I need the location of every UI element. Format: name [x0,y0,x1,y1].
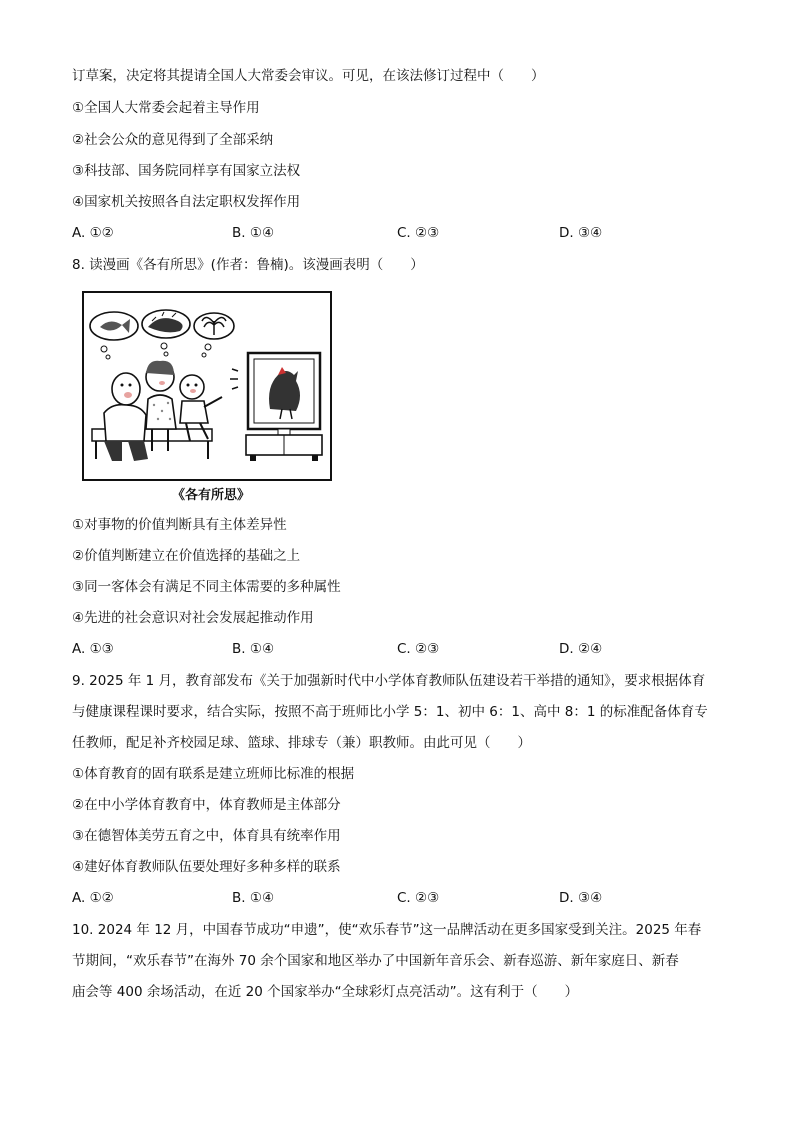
q10-stem-line-2: 节期间，“欢乐春节”在海外 70 余个国家和地区举办了中国新年音乐会、新春巡游、新年家庭日、新春 [72,953,679,969]
q9-option-a[interactable]: A. ①② [72,890,114,906]
q8-stem: 8. 读漫画《各有所思》(作者：鲁楠)。该漫画表明（ ） [72,257,424,273]
q9-option-d[interactable]: D. ③④ [559,890,603,906]
q7-option-c[interactable]: C. ②③ [397,225,440,241]
q7-statement-4: ④国家机关按照各自法定职权发挥作用 [72,194,301,210]
q9-statement-3: ③在德智体美劳五育之中，体育具有统率作用 [72,828,341,844]
q7-option-d[interactable]: D. ③④ [559,225,603,241]
q8-statement-2: ②价值判断建立在价值选择的基础之上 [72,548,301,564]
q7-statement-1: ①全国人大常委会起着主导作用 [72,100,260,116]
q8-statement-4: ④先进的社会意识对社会发展起推动作用 [72,610,314,626]
q9-stem-line-2: 与健康课程课时要求，结合实际，按照不高于班师比小学 5：1、初中 6：1、高中 8：1 的标准配备体育专 [72,704,708,720]
q10-stem-line-1: 10. 2024 年 12 月，中国春节成功“申遗”，使“欢乐春节”这一品牌活动在更多国家受到关注。2025 年春 [72,922,702,938]
q9-statement-1: ①体育教育的固有联系是建立班师比标准的根据 [72,766,355,782]
q9-stem-line-1: 9. 2025 年 1 月，教育部发布《关于加强新时代中小学体育教师队伍建设若干举措的通知》，要求根据体育 [72,673,706,689]
q7-option-b[interactable]: B. ①④ [232,225,275,241]
q7-statement-3: ③科技部、国务院同样享有国家立法权 [72,163,301,179]
q8-option-d[interactable]: D. ②④ [559,641,603,657]
television [246,353,322,461]
q8-statement-1: ①对事物的价值判断具有主体差异性 [72,517,287,533]
q10-stem-line-3: 庙会等 400 余场活动，在近 20 个国家举办“全球彩灯点亮活动”。这有利于（ ） [72,984,579,1000]
q8-statement-3: ③同一客体会有满足不同主体需要的多种属性 [72,579,341,595]
q8-option-a[interactable]: A. ①③ [72,641,114,657]
q7-stem-tail: 订草案，决定将其提请全国人大常委会审议。可见，在该法修订过程中（ ） [72,68,545,84]
q7-statement-2: ②社会公众的意见得到了全部采纳 [72,132,274,148]
q9-options [72,889,692,907]
q9-option-c[interactable]: C. ②③ [397,890,440,906]
q8-option-b[interactable]: B. ①④ [232,641,275,657]
q8-option-c[interactable]: C. ②③ [397,641,440,657]
cartoon-caption: 《各有所思》 [172,488,251,503]
q9-option-b[interactable]: B. ①④ [232,890,275,906]
q9-statement-2: ②在中小学体育教育中，体育教师是主体部分 [72,797,341,813]
q9-statement-4: ④建好体育教师队伍要处理好多种多样的联系 [72,859,341,875]
q7-options [72,224,692,242]
q9-stem-line-3: 任教师，配足补齐校园足球、篮球、排球专（兼）职教师。由此可见（ ） [72,735,531,751]
q7-option-a[interactable]: A. ①② [72,225,114,241]
q8-options [72,640,692,658]
cartoon-image [82,291,332,481]
